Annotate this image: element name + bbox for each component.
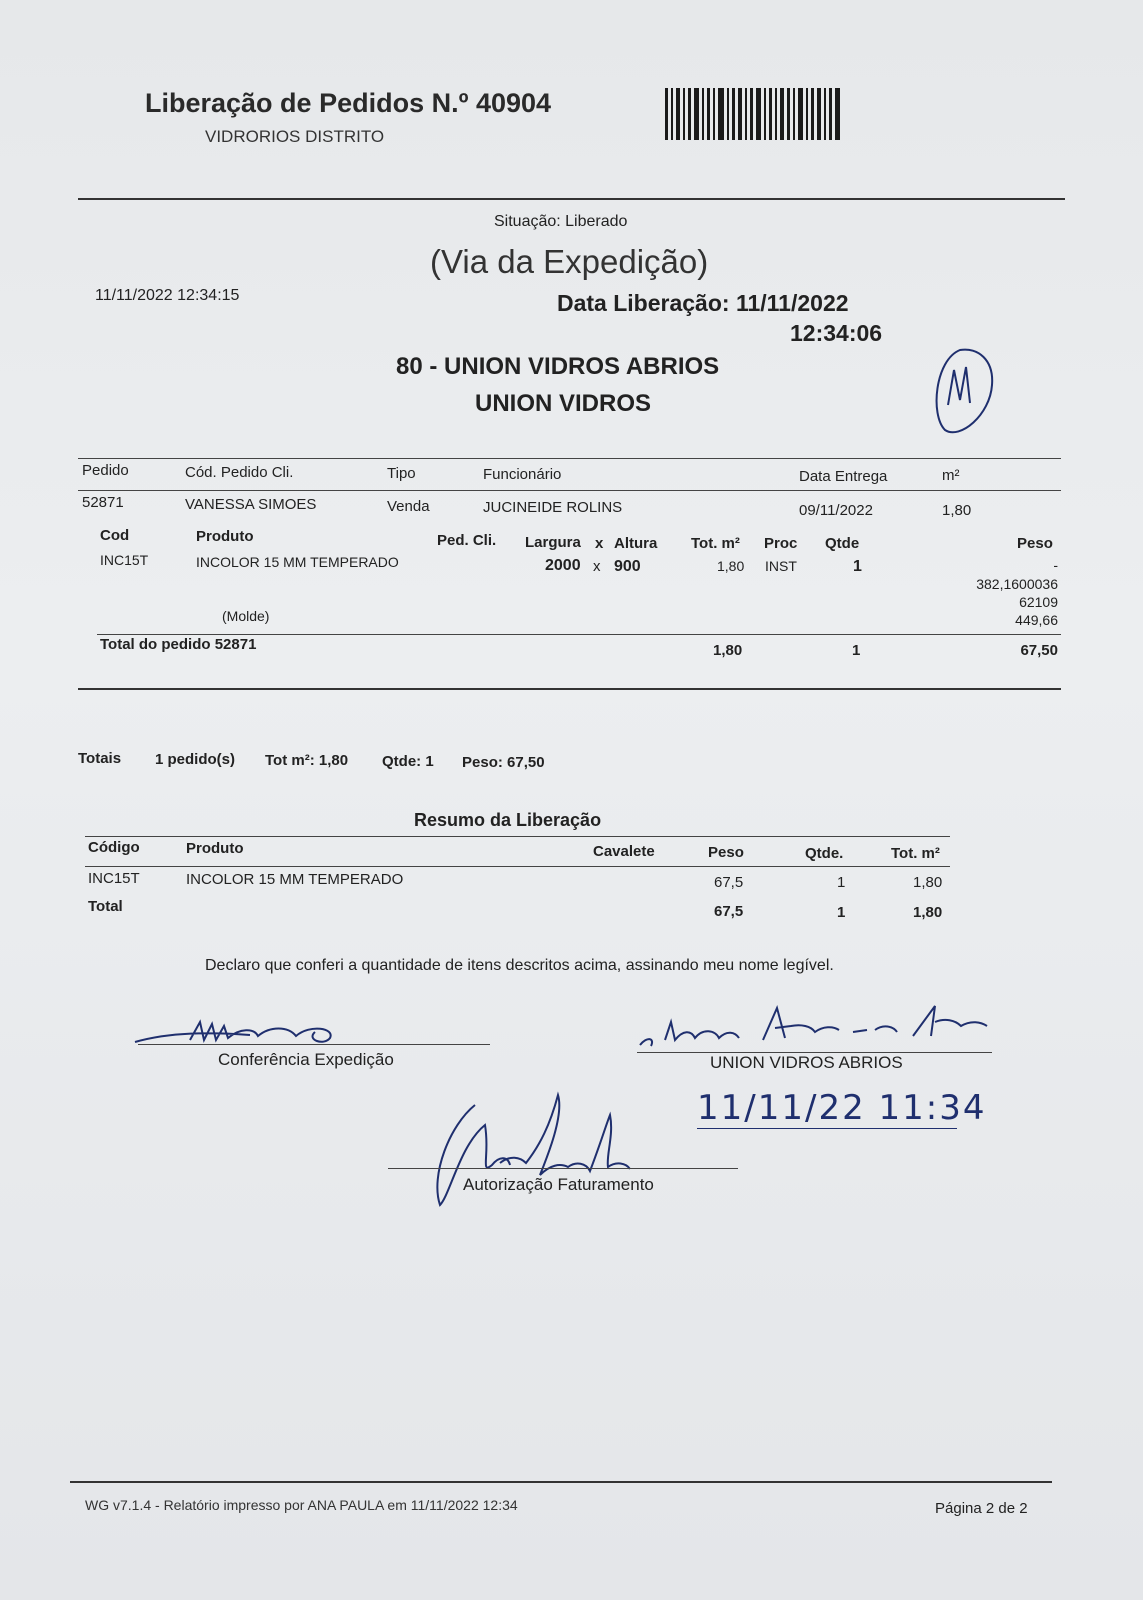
- summary-row-peso: 67,5: [714, 874, 744, 891]
- col-header-tipo: Tipo: [387, 465, 416, 482]
- col-header-largura: Largura: [525, 534, 581, 551]
- order-m2: 1,80: [942, 502, 972, 519]
- release-time: 12:34:06: [790, 320, 883, 346]
- summary-header-produto: Produto: [186, 840, 244, 857]
- footer-printed-by: WG v7.1.4 - Relatório impresso por ANA PAULA em 11/11/2022 12:34: [85, 1497, 518, 1513]
- col-header-data-entrega: Data Entrega: [799, 468, 888, 485]
- col-header-ped-cli: Ped. Cli.: [437, 532, 497, 549]
- col-header-cod: Cod: [100, 527, 130, 544]
- col-header-qtde: Qtde: [825, 535, 860, 552]
- summary-total-tot-m2: 1,80: [913, 904, 943, 921]
- product-altura: 900: [614, 558, 641, 575]
- order-total-peso: 67,50: [1020, 642, 1058, 659]
- summary-top-border: [85, 836, 950, 837]
- footer-divider: [70, 1481, 1052, 1483]
- col-header-funcionario: Funcionário: [483, 466, 562, 483]
- summary-total-peso: 67,5: [714, 903, 744, 920]
- col-header-altura: Altura: [614, 535, 658, 552]
- summary-title: Resumo da Liberação: [414, 810, 602, 830]
- order-total-qtde: 1: [852, 642, 861, 659]
- col-header-x: x: [595, 535, 604, 552]
- handwritten-date: 11/11/22 11:34: [697, 1088, 987, 1128]
- totals-peso: Peso: 67,50: [462, 754, 545, 771]
- status-label: Situação: Liberado: [494, 213, 628, 230]
- summary-row-qtde: 1: [837, 874, 846, 891]
- product-largura: 2000: [545, 557, 581, 574]
- product-peso-line-4: 449,66: [1015, 612, 1058, 628]
- totals-pedidos: 1 pedido(s): [155, 751, 236, 768]
- product-tot-m2: 1,80: [717, 558, 745, 574]
- client-signature-label: UNION VIDROS ABRIOS: [710, 1053, 903, 1072]
- summary-row-tot-m2: 1,80: [913, 874, 943, 891]
- order-table-header-border: [78, 490, 1061, 491]
- product-note: (Molde): [222, 608, 270, 624]
- client-short-name: UNION VIDROS: [475, 390, 652, 417]
- order-cod-pedido-cli: VANESSA SIMOES: [185, 496, 317, 513]
- summary-header-cavalete: Cavalete: [593, 843, 655, 860]
- order-funcionario: JUCINEIDE ROLINS: [483, 499, 623, 516]
- col-header-pedido: Pedido: [82, 462, 129, 479]
- summary-header-codigo: Código: [88, 839, 140, 856]
- product-name: INCOLOR 15 MM TEMPERADO: [196, 554, 399, 570]
- handwritten-date-underline: [697, 1128, 957, 1129]
- col-header-peso: Peso: [1017, 535, 1053, 552]
- client-name: 80 - UNION VIDROS ABRIOS: [396, 353, 720, 380]
- col-header-cod-pedido-cli: Cód. Pedido Cli.: [185, 464, 294, 481]
- document-title: Liberação de Pedidos N.º 40904: [145, 88, 552, 118]
- conferencia-label: Conferência Expedição: [218, 1050, 394, 1069]
- summary-total-qtde: 1: [837, 904, 846, 921]
- summary-header-peso: Peso: [708, 844, 744, 861]
- company-name: VIDRORIOS DISTRITO: [205, 127, 385, 146]
- col-header-m2: m²: [942, 467, 960, 484]
- autorizacao-label: Autorização Faturamento: [463, 1175, 654, 1194]
- autorizacao-signature: [430, 1085, 650, 1215]
- order-pedido: 52871: [82, 494, 124, 511]
- product-cod: INC15T: [100, 552, 149, 568]
- order-total-label: Total do pedido 52871: [100, 636, 257, 653]
- product-total-border: [97, 634, 1061, 635]
- summary-header-border: [85, 866, 950, 867]
- summary-row-produto: INCOLOR 15 MM TEMPERADO: [186, 871, 404, 888]
- barcode: [665, 88, 840, 140]
- summary-row-codigo: INC15T: [88, 870, 140, 887]
- order-tipo: Venda: [387, 498, 430, 515]
- client-handwritten-signature: [635, 1000, 1005, 1055]
- autorizacao-signature-line: [388, 1168, 738, 1169]
- product-x: x: [593, 558, 601, 575]
- header-divider: [78, 198, 1065, 200]
- product-peso-line-1: -: [1053, 557, 1058, 573]
- print-datetime: 11/11/2022 12:34:15: [95, 287, 240, 304]
- col-header-produto: Produto: [196, 528, 254, 545]
- order-table-top-border: [78, 458, 1061, 459]
- release-date: Data Liberação: 11/11/2022: [557, 290, 849, 316]
- declaration-text: Declaro que conferi a quantidade de itens descritos acima, assinando meu nome legível.: [205, 957, 834, 974]
- product-peso-line-2: 382,1600036: [976, 576, 1058, 592]
- col-header-proc: Proc: [764, 535, 798, 552]
- order-total-m2: 1,80: [713, 642, 743, 659]
- summary-total-label: Total: [88, 898, 123, 915]
- order-data-entrega: 09/11/2022: [799, 502, 873, 519]
- orders-end-divider: [78, 688, 1061, 690]
- conferencia-signature-line: [138, 1044, 490, 1045]
- product-proc: INST: [765, 558, 797, 574]
- product-peso-line-3: 62109: [1019, 594, 1058, 610]
- summary-header-qtde: Qtde.: [805, 845, 844, 862]
- summary-header-tot-m2: Tot. m²: [891, 845, 940, 862]
- initials-signature: [930, 345, 1000, 440]
- totals-label: Totais: [78, 750, 122, 767]
- copy-type: (Via da Expedição): [430, 243, 709, 280]
- product-qtde: 1: [853, 558, 862, 575]
- totals-m2: Tot m²: 1,80: [265, 752, 349, 769]
- col-header-tot-m2: Tot. m²: [691, 535, 740, 552]
- page-number: Página 2 de 2: [935, 1500, 1028, 1517]
- totals-qtde: Qtde: 1: [382, 753, 434, 770]
